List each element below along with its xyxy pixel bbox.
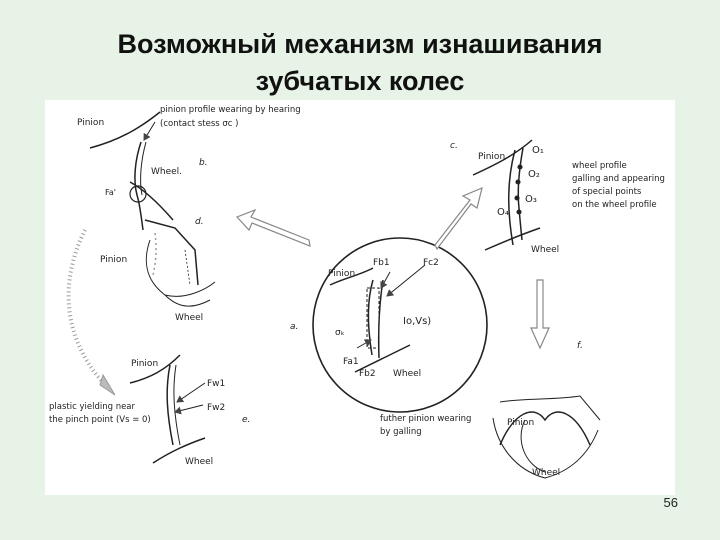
panel-e-wheel-label: Wheel <box>185 457 214 467</box>
panel-c-wheel-label: Wheel <box>531 245 560 255</box>
panel-f-note-line-2: by galling <box>380 427 422 437</box>
panel-d-letter: d. <box>195 217 204 227</box>
panel-c-note-line-3: of special points <box>572 187 642 197</box>
panel-c-o1-label: O₁ <box>532 145 544 156</box>
slide-title-line-1: Возможный механизм изнашивания <box>117 29 603 59</box>
panel-c-letter: c. <box>450 141 458 151</box>
panel-a-letter: a. <box>290 322 299 332</box>
panel-c-pinion-profile <box>509 150 515 245</box>
panel-d-wheel-lower <box>165 295 210 306</box>
panel-e-note-line-1: plastic yielding near <box>49 402 136 412</box>
panel-f-pinion-label: Pinion <box>507 418 535 428</box>
panel-e-letter: e. <box>242 415 251 425</box>
panel-a-pinion-label: Pinion <box>328 269 356 279</box>
panel-d-pinion-outline <box>145 220 198 285</box>
panel-c-o2-label: O₂ <box>528 169 540 180</box>
panel-e-fw2-label: Fw2 <box>207 403 226 413</box>
panel-a-formula: Io,Vs) <box>403 316 432 327</box>
panel-e-note-line-2: the pinch point (Vs = 0) <box>49 415 151 425</box>
panel-b-note-line-2: (contact stess σc ) <box>160 119 239 129</box>
panel-c-o4-label: O₄ <box>497 207 509 218</box>
panel-d-pinion-label: Pinion <box>100 255 128 265</box>
panel-a-fc2-label: Fc2 <box>423 258 439 268</box>
panel-e-pinion-profile <box>167 365 173 445</box>
panel-c-point-4 <box>517 210 521 214</box>
wear-mechanism-figure <box>45 100 675 495</box>
panel-a <box>313 238 487 412</box>
panel-a-arrow-fa1 <box>357 340 371 348</box>
panel-a-wheel-arc <box>355 345 410 372</box>
panel-b-note-line-1: pinion profile wearing by hearing <box>160 105 301 115</box>
panel-e-arrow-fw2 <box>175 405 203 412</box>
panel-a-fb2-label: Fb2 <box>359 369 376 379</box>
panel-f-pinion-top <box>500 396 600 420</box>
b-to-d-arrow <box>153 233 156 275</box>
panel-b-pinion-label: Pinion <box>77 118 105 128</box>
panel-c-o3-label: O₃ <box>525 194 537 205</box>
panel-b-wheel-arc <box>130 182 173 220</box>
panel-b-fa-label: Fa' <box>105 188 116 197</box>
panel-f-tooth-outline <box>500 412 590 445</box>
panel-f <box>493 396 600 478</box>
page-number: 56 <box>663 495 678 510</box>
panel-a-circle <box>313 238 487 412</box>
panel-c-point-1 <box>518 165 522 169</box>
panel-f-letter: f. <box>577 341 583 351</box>
panel-b-wheel-label: Wheel. <box>151 167 183 177</box>
panel-d-hatch <box>185 250 190 285</box>
panel-d-wheel-label: Wheel <box>175 313 204 323</box>
panel-c-note-line-4: on the wheel profile <box>572 200 657 210</box>
panel-f-wheel-label: Wheel <box>532 468 561 478</box>
panel-a-fb1-label: Fb1 <box>373 258 390 268</box>
panel-e <box>130 355 205 463</box>
panel-e-pinion-label: Pinion <box>131 359 159 369</box>
panel-a-sigma: σₖ <box>335 328 345 338</box>
panel-a-pinion-profile <box>368 280 373 355</box>
arrow-to-panel-c <box>435 188 482 249</box>
wear-mechanism-diagram <box>45 100 675 495</box>
panel-c-note-line-1: wheel profile <box>572 161 627 171</box>
panel-e-wheel-profile <box>174 365 180 445</box>
panel-c-note-line-2: galling and appearing <box>572 174 665 184</box>
panel-a-fa1-label: Fa1 <box>343 357 359 367</box>
panel-a-arrow-fc2 <box>387 265 425 296</box>
panel-c-wheel-profile <box>518 148 523 240</box>
panel-c-point-3 <box>515 196 519 200</box>
panel-c-pinion-label: Pinion <box>478 152 506 162</box>
arrow-to-panel-f <box>531 280 549 348</box>
slide-title-line-2: зубчатых колес <box>255 66 465 96</box>
panel-f-note-line-1: futher pinion wearing <box>380 414 472 424</box>
panel-c-point-2 <box>516 180 520 184</box>
panel-e-fw1-label: Fw1 <box>207 379 226 389</box>
slide-title <box>0 26 720 100</box>
panel-b-arrow <box>144 122 155 140</box>
panel-e-arrow-fw1 <box>177 383 205 402</box>
left-curved-arrow-head <box>100 375 115 395</box>
arrow-to-panel-b <box>237 210 310 246</box>
left-curved-arrow <box>69 230 110 390</box>
panel-a-wheel-label: Wheel <box>393 369 422 379</box>
panel-b-letter: b. <box>199 158 208 168</box>
